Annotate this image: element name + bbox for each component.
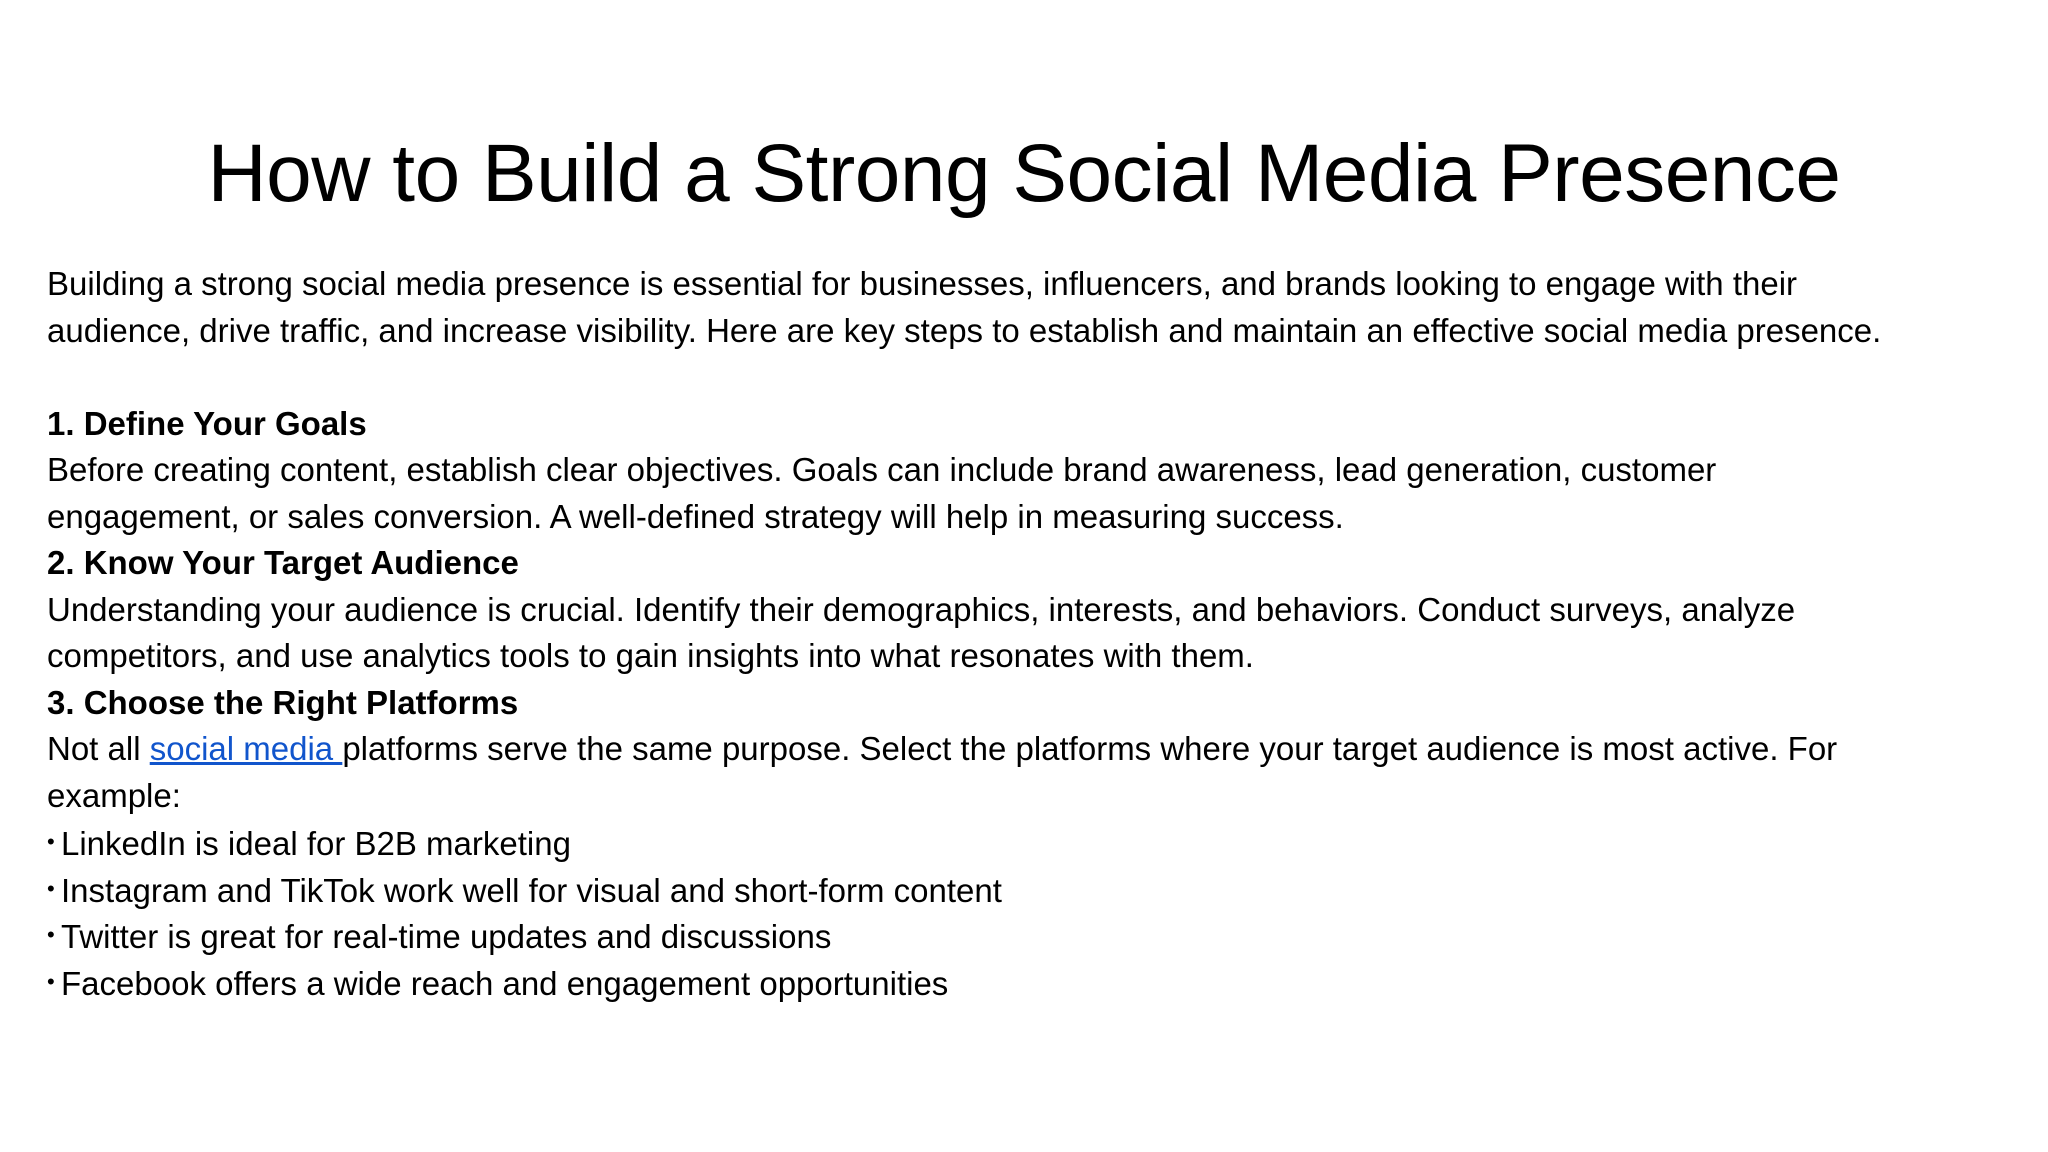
section-text-audience-2: competitors, and use analytics tools to gain insights into what resonates with them. [47,637,1254,674]
section-text-audience-1: Understanding your audience is crucial. Identify their demographics, interests, and behaviors. Conduct surveys, analyze [47,590,1796,628]
section-text-goals-1: Before creating content, establish clear objectives. Goals can include brand awareness, lead generation, customer [47,451,1717,488]
section-heading-platforms: 3. Choose the Right Platforms [47,683,519,721]
bullet-icon: • [47,922,55,947]
platforms-text-suffix: platforms serve the same purpose. Select the platforms where your target audience is most active. For [342,730,1838,767]
bullet-item [47,912,2027,959]
bullet-icon: • [47,968,55,994]
spacer [47,354,2027,401]
page-title: How to Build a Strong Social Media Presence [207,128,1841,219]
platforms-text-prefix: Not all [47,730,150,767]
social-media-link[interactable]: social media [149,730,343,767]
bullet-text: Facebook offers a wide reach and engagement opportunities [61,964,949,1002]
intro-line-1: Building a strong social media presence is essential for businesses, influencers, and brands looking to engage with their [47,265,1798,302]
bullet-text: Instagram and TikTok work well for visual and short-form content [61,871,1002,909]
section-text-platforms-1 [47,726,2027,773]
bullet-item [47,866,2027,913]
bullet-text: Twitter is great for real-time updates and discussions [61,918,832,955]
section-text-goals-2: engagement, or sales conversion. A well-defined strategy will help in measuring success. [47,497,1344,535]
section-heading-goals: 1. Define Your Goals [47,404,367,442]
intro-line-2: audience, drive traffic, and increase visibility. Here are key steps to establish and maintain an effective social media presence. [47,311,1882,349]
bullet-item [47,819,2027,866]
bullet-item [47,959,2027,1006]
section-heading-audience: 2. Know Your Target Audience [47,544,519,581]
section-text-platforms-2: example: [47,776,181,814]
bullet-text: LinkedIn is ideal for B2B marketing [61,825,571,862]
bullet-icon: • [47,829,55,854]
slide-body [47,261,2027,1005]
bullet-icon: • [47,875,55,901]
